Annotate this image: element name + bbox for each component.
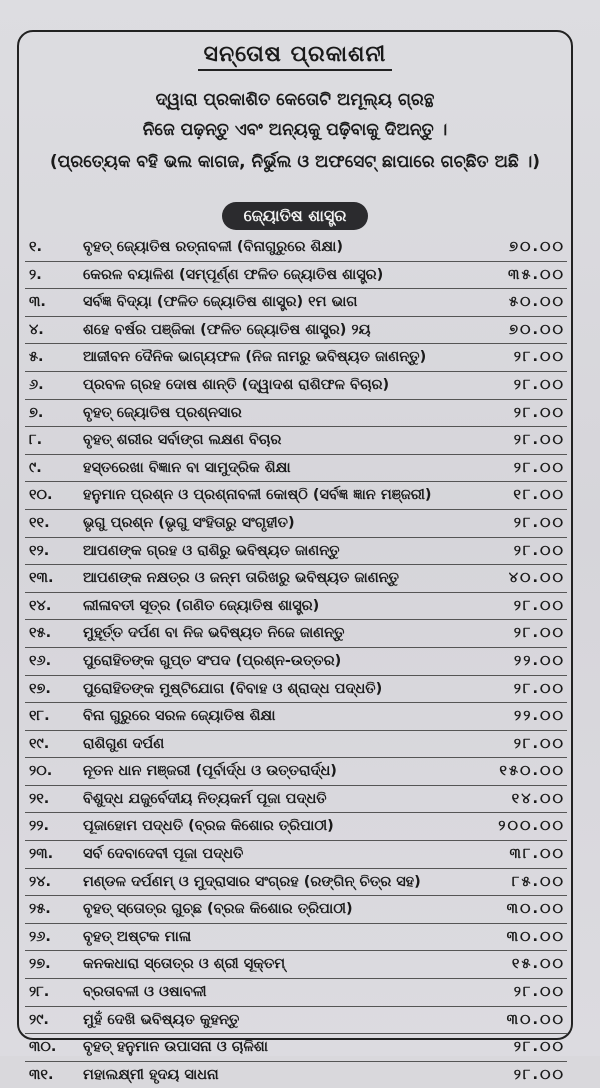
book-title: ବୃହତ୍ ଜ୍ୟୋତିଷ ପ୍ରଶ୍ନସାର	[83, 404, 242, 421]
intro-line-2: ନିଜେ ପଢ଼ନ୍ତୁ ଏବଂ ଅନ୍ୟକୁ ପଢ଼ିବାକୁ ଦିଅନ୍ତୁ ।	[142, 120, 448, 140]
book-price: ୨୮.୦୦	[513, 514, 565, 531]
book-title: ମହାଲକ୍ଷ୍ମୀ ହୃଦୟ ସାଧନା	[83, 1066, 219, 1083]
book-price: ୨୮.୦୦	[513, 349, 565, 366]
book-title: ସର୍ବ ଦେବାଦେବୀ ପୂଜା ପଦ୍ଧତି	[83, 846, 244, 863]
book-title: ନୂତନ ଧାନ ମଞ୍ଜରୀ (ପୂର୍ବାର୍ଦ୍ଧ ଓ ଉତ୍ତରାର୍ଦ୍ଧ)	[83, 763, 337, 780]
book-row	[25, 1062, 567, 1088]
book-row	[25, 538, 567, 566]
book-price: ୫୦.୦୦	[508, 294, 565, 311]
book-title: ହସ୍ତରେଖା ବିଜ୍ଞାନ ବା ସାମୁଦ୍ରିକ ଶିକ୍ଷା	[83, 459, 291, 476]
book-number: ୧୧.	[29, 514, 50, 531]
book-row	[25, 620, 567, 648]
book-price: ୮୫.୦୦	[511, 873, 565, 890]
book-row	[25, 1034, 567, 1062]
book-row	[25, 648, 567, 676]
book-title: କେରଳ ବୟାଳିଶ (ସମ୍ପୂର୍ଣ୍ଣ ଫଳିତ ଜ୍ୟୋତିଷ ଶାସ୍ତ୍ର)	[83, 266, 384, 283]
book-price: ୧୫୦.୦୦	[499, 763, 565, 780]
book-row	[25, 262, 567, 290]
book-title: ମଣ୍ଡଳ ଦର୍ପଣମ୍ ଓ ମୁଦ୍ରାସାର ସଂଗ୍ରହ (ରଙ୍ଗିନ୍ ଚିତ୍ର ସହ)	[83, 873, 421, 890]
book-price: ୩୦.୦୦	[506, 928, 565, 945]
book-row	[25, 896, 567, 924]
book-number: ୮.	[29, 432, 43, 449]
book-number: ୨୪.	[29, 873, 52, 890]
book-number: ୧୮.	[29, 708, 50, 725]
book-number: ୬.	[29, 376, 44, 393]
book-number: ୨.	[29, 266, 42, 283]
book-row	[25, 979, 567, 1007]
book-price: ୨୦୦.୦୦	[498, 818, 565, 835]
book-number: ୧୪.	[29, 597, 52, 614]
book-row	[25, 841, 567, 869]
book-number: ୨୩.	[29, 846, 54, 863]
book-title: ଆପଣଙ୍କ ଗ୍ରହ ଓ ରାଶିରୁ ଭବିଷ୍ୟତ ଜାଣନ୍ତୁ	[83, 542, 340, 559]
book-number: ୧୬.	[29, 652, 52, 669]
book-title: ଆପଣଙ୍କ ନକ୍ଷତ୍ର ଓ ଜନ୍ମ ତାରିଖରୁ ଭବିଷ୍ୟତ ଜାଣନ୍ତୁ	[83, 570, 400, 587]
book-row	[25, 344, 567, 372]
book-title: ଭୃଗୁ ପ୍ରଶ୍ନ (ଭୃଗୁ ସଂହିତାରୁ ସଂଗୃହୀତ)	[83, 514, 295, 531]
section-wrap	[19, 202, 571, 230]
book-number: ୧୯.	[29, 735, 50, 752]
book-row	[25, 813, 567, 841]
book-number: ୨୮.	[29, 984, 50, 1001]
book-row	[25, 565, 567, 593]
book-number: ୧୨.	[29, 542, 50, 559]
book-price: ୭୦.୦୦	[509, 239, 565, 255]
book-row	[25, 482, 567, 510]
book-row	[25, 758, 567, 786]
book-number: ୩.	[29, 294, 46, 311]
book-title: ମୁହୂର୍ତ୍ତ ଦର୍ପଣ ବା ନିଜ ଭବିଷ୍ୟତ ନିଜେ ଜାଣନ୍ତୁ	[83, 625, 345, 642]
book-list	[25, 234, 567, 1088]
book-number: ୧୭.	[29, 680, 51, 697]
book-row	[25, 924, 567, 952]
book-title: କନକଧାରା ସ୍ତୋତ୍ର ଓ ଶ୍ରୀ ସୂକ୍ତମ୍	[83, 956, 286, 973]
book-number: ୪.	[29, 321, 44, 338]
book-row	[25, 372, 567, 400]
book-title: ପୁରୋହିତଙ୍କ ମୁଷ୍ଟିଯୋଗ (ବିବାହ ଓ ଶ୍ରାଦ୍ଧ ପଦ୍ଧତି)	[83, 680, 383, 697]
book-title: ଶହେ ବର୍ଷର ପଞ୍ଜିକା (ଫଳିତ ଜ୍ୟୋତିଷ ଶାସ୍ତ୍ର) ୨ୟ	[83, 321, 371, 338]
book-title: ବୃହତ୍ ଶରୀର ସର୍ବାଙ୍ଗ ଲକ୍ଷଣ ବିଚାର	[83, 432, 282, 449]
section-heading: ଜ୍ୟୋତିଷ ଶାସ୍ତ୍ର	[222, 202, 369, 230]
book-number: ୩୦.	[29, 1039, 57, 1056]
book-price: ୨୨.୦୦	[514, 708, 565, 725]
book-price: ୨୮.୦୦	[513, 432, 565, 449]
book-row	[25, 593, 567, 621]
book-price: ୭୦.୦୦	[509, 321, 565, 338]
book-title: ବୃହତ୍ ହନୁମାନ ଉପାସନା ଓ ଚାଳିଶା	[83, 1039, 268, 1056]
book-title: ପୁରୋହିତଙ୍କ ଗୁପ୍ତ ସଂପଦ (ପ୍ରଶ୍ନ-ଉତ୍ତର)	[83, 652, 342, 669]
book-row	[25, 455, 567, 483]
book-number: ୨୨.	[29, 818, 49, 835]
book-price: ୨୮.୦୦	[513, 597, 565, 614]
book-number: ୧୩.	[29, 570, 54, 587]
book-price: ୧୪.୦୦	[511, 790, 565, 807]
book-title: ବୃହତ୍ ସ୍ତୋତ୍ର ଗୁଚ୍ଛ (ବ୍ରଜ କିଶୋର ତ୍ରିପାଠୀ)	[83, 901, 353, 918]
book-row	[25, 317, 567, 345]
book-price: ୨୮.୦୦	[513, 376, 565, 393]
book-title: ଆଜୀବନ ଦୈନିକ ଭାଗ୍ୟଫଳ (ନିଜ ନାମରୁ ଭବିଷ୍ୟତ ଜାଣନ୍ତୁ)	[83, 349, 427, 366]
book-title: ଲୀଳାବତୀ ସୂତ୍ର (ଗଣିତ ଜ୍ୟୋତିଷ ଶାସ୍ତ୍ର)	[83, 597, 320, 614]
book-row	[25, 427, 567, 455]
intro-line-1: ଦ୍ୱାରା ପ୍ରକାଶିତ କେତୋଟି ଅମୂଲ୍ୟ ଗ୍ରନ୍ଥ	[155, 90, 435, 110]
book-title: ପ୍ରବଳ ଗ୍ରହ ଦୋଷ ଶାନ୍ତି (ଦ୍ୱାଦଶ ରାଶିଫଳ ବିଚାର)	[83, 376, 390, 393]
book-title: ବୃହତ୍ ଅଷ୍ଟକ ମାଳା	[83, 928, 192, 945]
book-title: ବିଶୁଦ୍ଧ ଯଜୁର୍ବେଦୀୟ ନିତ୍ୟକର୍ମ ପୂଜା ପଦ୍ଧତି	[83, 790, 327, 807]
book-title: ବ୍ରତାବଳୀ ଓ ଓଷାବଳୀ	[83, 984, 207, 1001]
book-title: ରାଶିଗୁଣ ଦର୍ପଣ	[83, 735, 165, 752]
book-row	[25, 289, 567, 317]
book-title: ସର୍ବଜ୍ଞ ବିଦ୍ୟା (ଫଳିତ ଜ୍ୟୋତିଷ ଶାସ୍ତ୍ର) ୧ମ ଭାଗ	[83, 294, 358, 311]
book-number: ୨୫.	[29, 901, 51, 918]
book-title: ବିନା ଗୁରୁରେ ସରଳ ଜ୍ୟୋତିଷ ଶିକ୍ଷା	[83, 708, 276, 725]
book-row	[25, 786, 567, 814]
book-number: ୧.	[29, 239, 43, 255]
book-price: ୨୮.୦୦	[513, 625, 565, 642]
book-title: ପୂଜାହୋମ ପଦ୍ଧତି (ବ୍ରଜ କିଶୋର ତ୍ରିପାଠୀ)	[83, 818, 334, 835]
book-row	[25, 951, 567, 979]
book-price: ୨୮.୦୦	[513, 735, 565, 752]
book-row	[25, 400, 567, 428]
book-number: ୨୧.	[29, 790, 50, 807]
book-number: ୧୦.	[29, 487, 53, 504]
book-price: ୨୮.୦୦	[513, 1039, 565, 1056]
book-title: ମୁହଁ ଦେଖି ଭବିଷ୍ୟତ କୁହନ୍ତୁ	[83, 1011, 240, 1028]
book-price: ୨୮.୦୦	[513, 542, 565, 559]
book-price: ୩୮.୦୦	[509, 846, 565, 863]
book-price: ୨୮.୦୦	[513, 404, 565, 421]
book-number: ୨୬.	[29, 928, 51, 945]
publisher-title: ସନ୍ତୋଷ ପ୍ରକାଶନୀ	[198, 42, 393, 71]
book-price: ୨୮.୦୦	[513, 1066, 565, 1083]
book-price: ୩୦.୦୦	[506, 901, 565, 918]
book-price: ୩୦.୦୦	[506, 1011, 565, 1028]
book-price: ୨୮.୦୦	[513, 459, 565, 476]
book-number: ୭.	[29, 404, 44, 421]
book-number: ୫.	[29, 349, 44, 366]
book-price: ୧୫.୦୦	[511, 956, 565, 973]
book-row	[25, 731, 567, 759]
book-number: ୨୦.	[29, 763, 53, 780]
book-number: ୩୧.	[29, 1066, 54, 1083]
book-price: ୨୮.୦୦	[513, 680, 565, 697]
book-row	[25, 703, 567, 731]
book-row	[25, 869, 567, 897]
intro-line-3: (ପ୍ରତ୍ୟେକ ବହି ଭଲ କାଗଜ, ନିର୍ଭୁଲ ଓ ଅଫସେଟ୍ ଛାପାରେ ଗଚ୍ଛିତ ଅଛି ।)	[49, 152, 541, 172]
book-number: ୨୯.	[29, 1011, 49, 1028]
book-row	[25, 510, 567, 538]
book-price: ୨୮.୦୦	[513, 984, 565, 1001]
book-number: ୯.	[29, 459, 42, 476]
catalog-card	[17, 30, 573, 1083]
book-number: ୨୭.	[29, 956, 51, 973]
book-price: ୨୨.୦୦	[514, 652, 565, 669]
book-price: ୪୦.୦୦	[508, 570, 565, 587]
book-number: ୧୫.	[29, 625, 52, 642]
book-row	[25, 234, 567, 262]
book-title: ହନୁମାନ ପ୍ରଶ୍ନ ଓ ପ୍ରଶ୍ନାବଳୀ କୋଷ୍ଠି (ସର୍ବଜ୍ଞ ଜ୍ଞାନ ମଞ୍ଜରୀ)	[83, 487, 432, 504]
book-price: ୧୮.୦୦	[513, 487, 565, 504]
book-row	[25, 676, 567, 704]
title-wrap	[19, 42, 571, 71]
book-title: ବୃହତ୍ ଜ୍ୟୋତିଷ ରତ୍ନାବଳୀ (ବିନାଗୁରୁରେ ଶିକ୍ଷା)	[83, 239, 343, 255]
book-price: ୩୫.୦୦	[508, 266, 565, 283]
book-row	[25, 1007, 567, 1035]
